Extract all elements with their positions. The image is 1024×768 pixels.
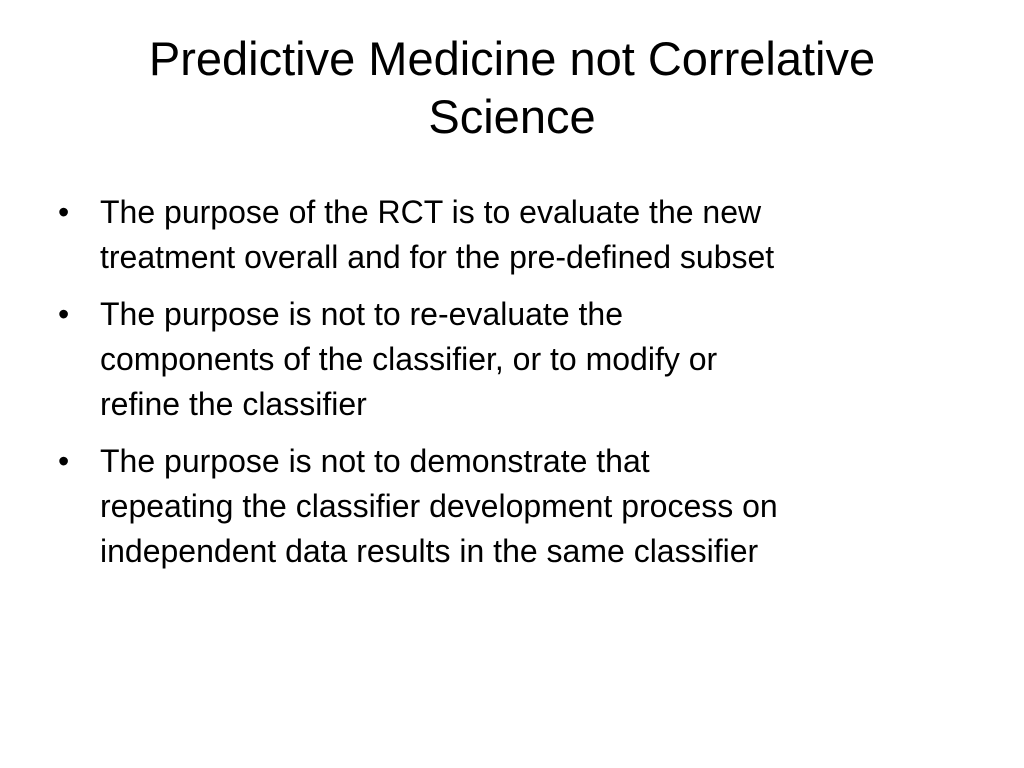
bullet-marker: • <box>58 296 70 332</box>
bullet-3-line-2: repeating the classifier development process on <box>100 488 778 524</box>
slide-title <box>40 30 984 146</box>
bullet-1-line-1: The purpose of the RCT is to evaluate the new <box>100 194 762 230</box>
bullet-3-line-3: independent data results in the same classifier <box>100 533 759 569</box>
bullet-2-line-2: components of the classifier, or to modify or <box>100 341 718 377</box>
bullet-2-line-1: The purpose is not to re-evaluate the <box>100 296 623 332</box>
bullet-3-line-1: The purpose is not to demonstrate that <box>100 443 650 479</box>
bullet-item-3 <box>58 439 968 574</box>
bullet-marker: • <box>58 194 70 230</box>
slide-title-line-1: Predictive Medicine not Correlative <box>148 32 876 85</box>
bullet-item-1 <box>58 190 968 280</box>
bullet-item-2 <box>58 292 968 427</box>
bullet-marker: • <box>58 443 70 479</box>
bullet-2-line-3: refine the classifier <box>100 386 367 422</box>
slide-title-line-2: Science <box>428 90 596 143</box>
bullet-1-line-2: treatment overall and for the pre-defined subset <box>100 239 775 275</box>
bullet-list <box>58 190 968 586</box>
